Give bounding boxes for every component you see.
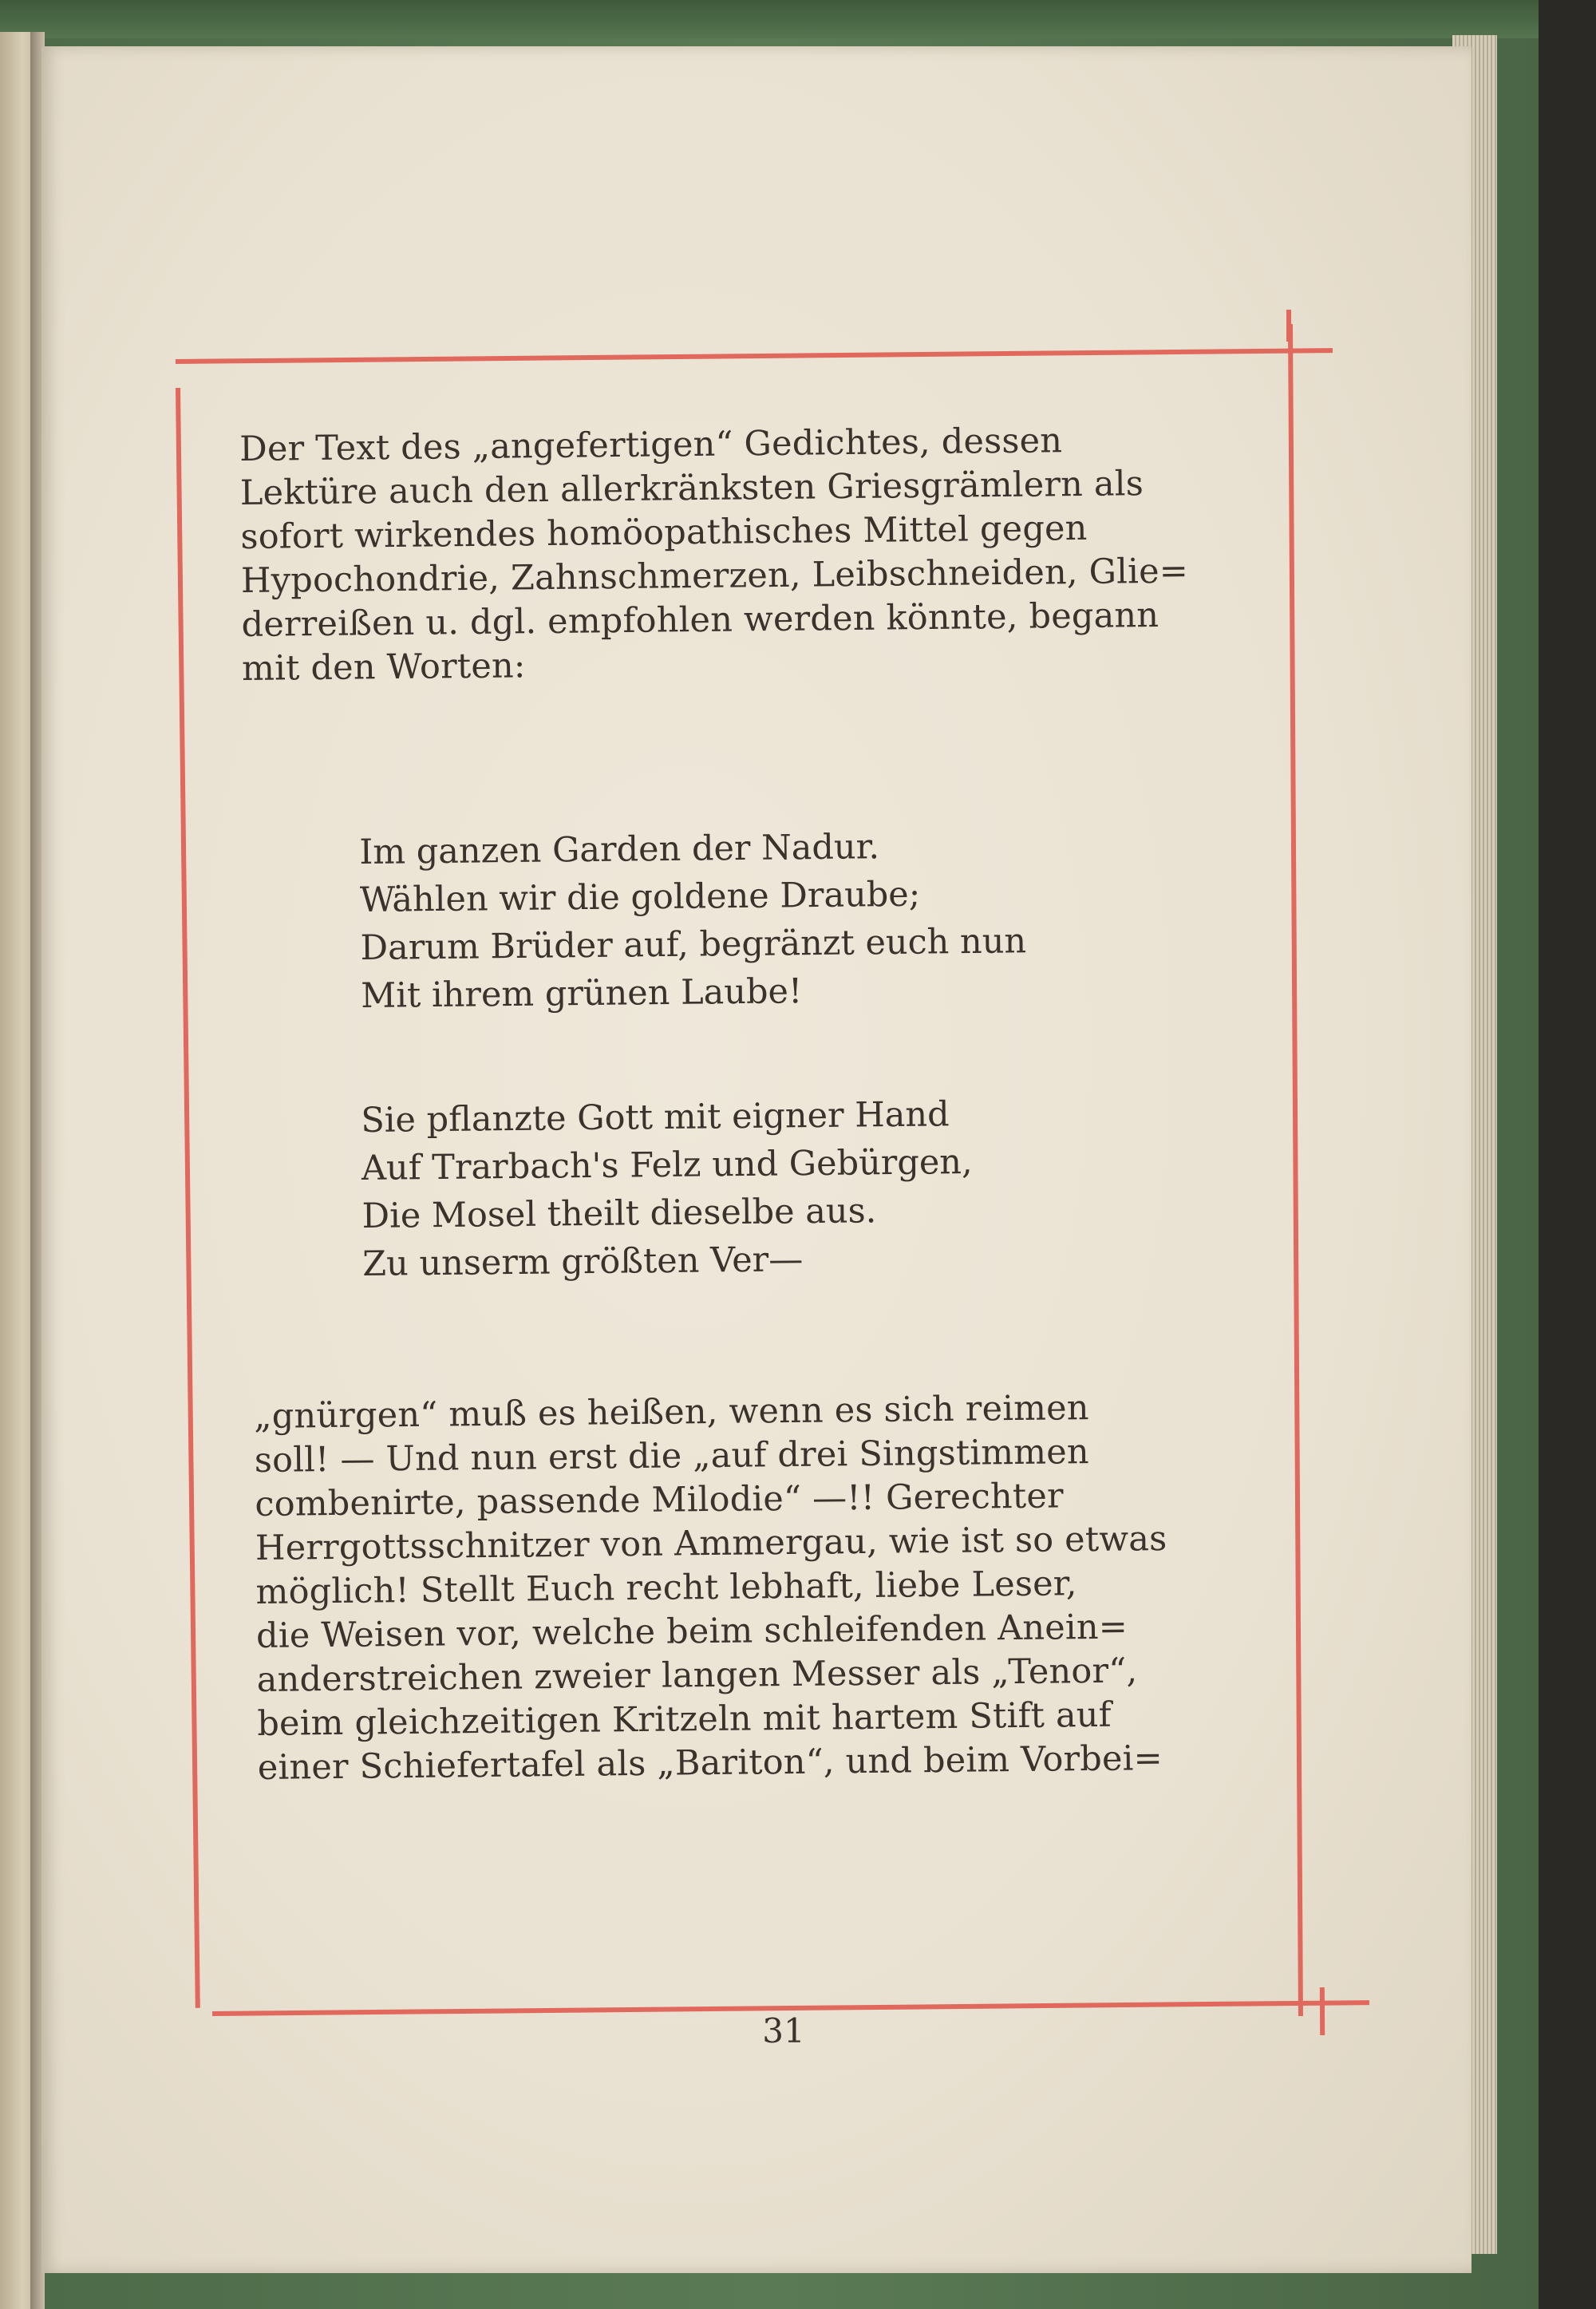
verse-line: Auf Trarbach's Felz und Gebürgen, xyxy=(361,1141,973,1188)
verse-line: Wählen wir die goldene Draube; xyxy=(359,874,921,920)
paragraph-2-line: die Weisen vor, welche beim schleifenden Anein= xyxy=(255,1607,1128,1656)
verse-line: Darum Brüder auf, begränzt euch nun xyxy=(360,921,1027,968)
paragraph-2-line: einer Schiefertafel als „Bariton“, und beim Vorbei= xyxy=(257,1738,1163,1788)
verse-line: Sie pflanzte Gott mit eigner Hand xyxy=(361,1094,950,1141)
paragraph-1-line: mit den Worten: xyxy=(241,646,526,689)
verse-line: Die Mosel theilt dieselbe aus. xyxy=(361,1191,877,1236)
verse-line: Mit ihrem grünen Laube! xyxy=(360,971,803,1016)
frame-bottom-tick xyxy=(1320,1987,1325,2035)
frame-left-rule xyxy=(176,388,200,2008)
page-number: 31 xyxy=(762,2011,805,2050)
paragraph-2-line: beim gleichzeitigen Kritzeln mit hartem Stift auf xyxy=(257,1694,1112,1744)
paragraph-1 xyxy=(239,417,1239,691)
book-cover-top-edge xyxy=(0,0,1539,38)
paragraph-1-line: sofort wirkendes homöopathisches Mittel gegen xyxy=(240,508,1088,557)
paragraph-2-line: combenirte, passende Milodie“ —!! Gerechter xyxy=(255,1476,1065,1524)
paragraph-2-line: soll! — Und nun erst die „auf drei Singstimmen xyxy=(254,1432,1090,1481)
verse-line: Zu unserm größten Ver— xyxy=(361,1240,804,1284)
paragraph-1-line: Der Text des „angefertigen“ Gedichtes, dessen xyxy=(239,421,1063,469)
paragraph-2-line: „gnürgen“ muß es heißen, wenn es sich reimen xyxy=(254,1388,1089,1437)
paragraph-2-line: Herrgottsschnitzer von Ammergau, wie ist so etwas xyxy=(255,1519,1167,1568)
book-page xyxy=(41,46,1472,2273)
paragraph-2-line: möglich! Stellt Euch recht lebhaft, liebe Leser, xyxy=(255,1564,1077,1612)
paragraph-1-line: Lektüre auch den allerkränksten Griesgrämlern als xyxy=(239,464,1144,513)
paragraph-2-line: anderstreichen zweier langen Messer als „Tenor“, xyxy=(256,1651,1138,1700)
poem-stanza-2 xyxy=(361,1089,1080,1288)
paragraph-2 xyxy=(254,1385,1244,1790)
paragraph-1-line: derreißen u. dgl. empfohlen werden könnte, begann xyxy=(241,595,1159,645)
verse-line: Im ganzen Garden der Nadur. xyxy=(359,827,880,872)
poem-stanza-1 xyxy=(359,821,1079,1020)
frame-right-rule xyxy=(1288,324,1303,2016)
frame-top-rule xyxy=(176,348,1333,364)
paragraph-1-line: Hypochondrie, Zahnschmerzen, Leibschneiden, Glie= xyxy=(240,551,1189,601)
